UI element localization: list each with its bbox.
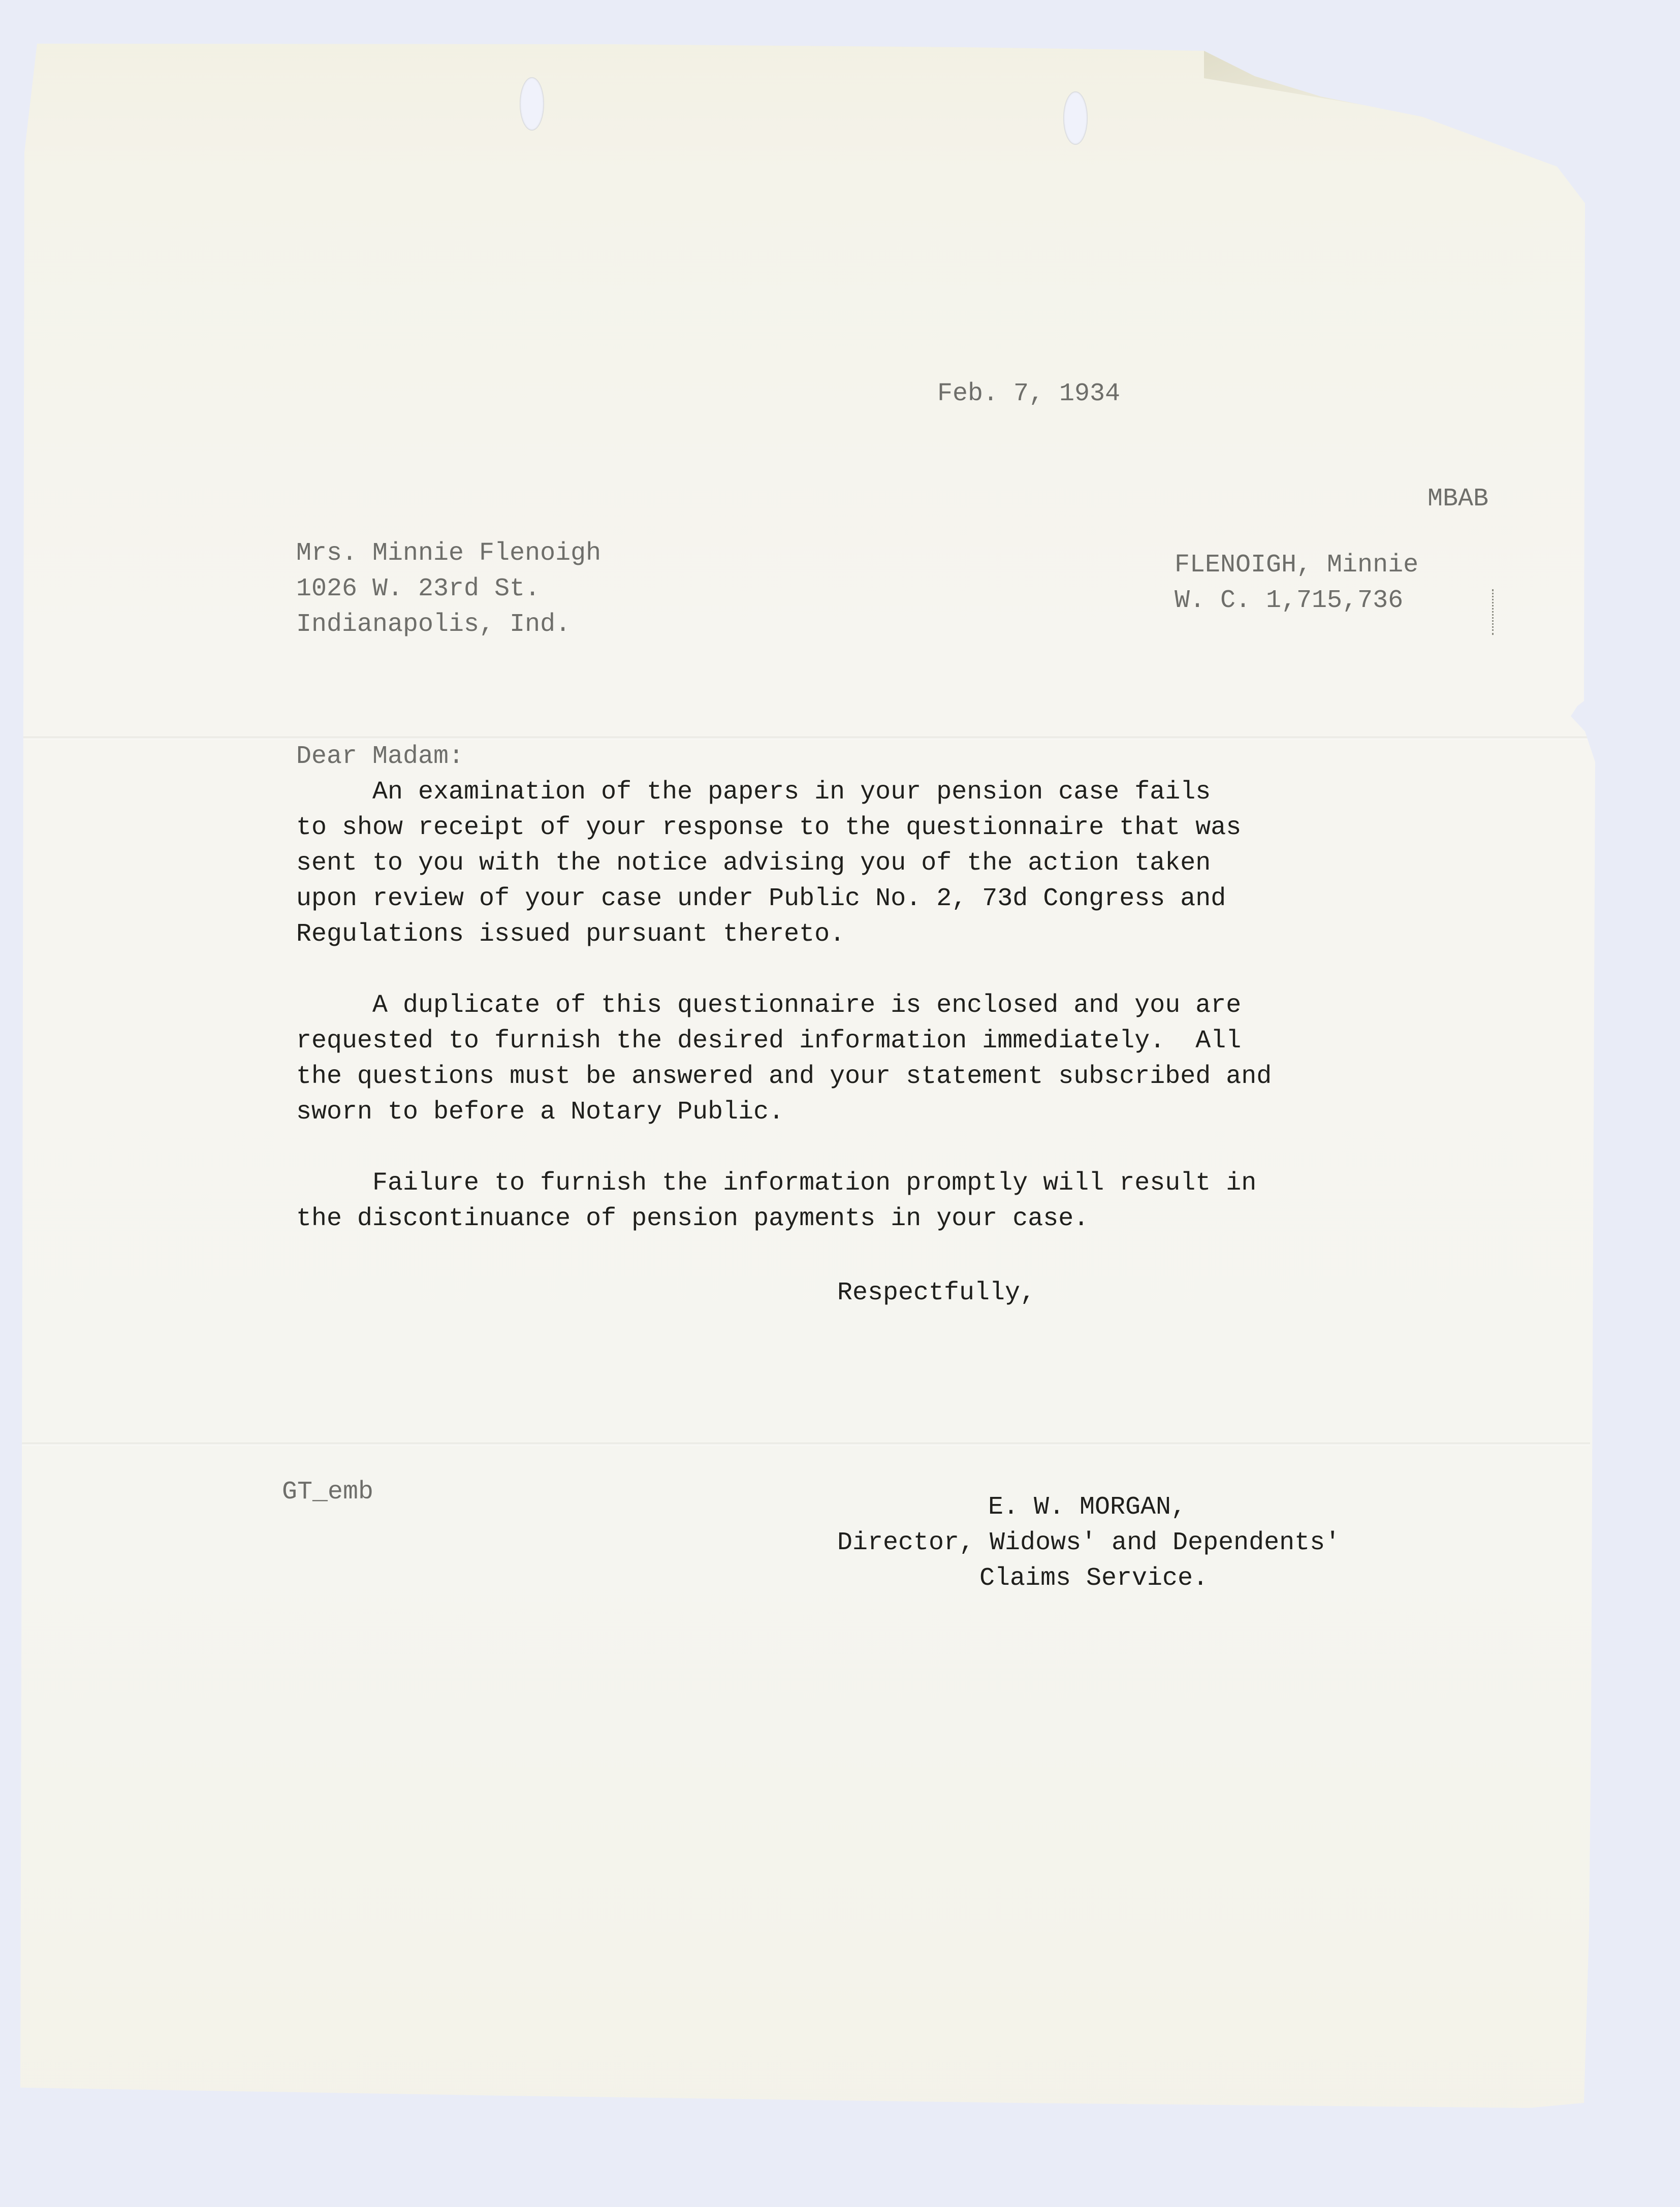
closing: Respectfully, [837,1278,1036,1307]
margin-mark [1492,589,1495,635]
office-code: MBAB [1428,485,1489,514]
body-line: upon review of your case under Public No. 2, 73d Congress and [296,884,1226,913]
signer-title-line1: Director, Widows' and Dependents' [837,1528,1341,1557]
signer-name: E. W. MORGAN, [988,1493,1187,1522]
body-line: An examination of the papers in your pension case fails [296,778,1211,807]
punch-hole [1063,91,1088,145]
typist-initials: GT_emb [282,1478,374,1507]
punch-hole [520,77,544,131]
body-line: the questions must be answered and your statement subscribed and [296,1062,1272,1091]
body-line: to show receipt of your response to the questionnaire that was [296,813,1242,842]
recipient-street: 1026 W. 23rd St. [296,574,541,603]
file-reference-name: FLENOIGH, Minnie [1175,551,1419,580]
paper-fold-line [20,1443,1590,1446]
body-line: Regulations issued pursuant thereto. [296,920,845,949]
salutation: Dear Madam: [296,742,464,771]
edge-stain [1204,51,1585,142]
body-line: sent to you with the notice advising you of the action taken [296,849,1211,878]
claim-number: W. C. 1,715,736 [1175,586,1404,615]
recipient-city: Indianapolis, Ind. [296,610,571,639]
body-line: Failure to furnish the information promptly will result in [296,1169,1257,1198]
letter-date: Feb. 7, 1934 [937,379,1121,408]
signer-title-line2: Claims Service. [979,1564,1209,1593]
body-line: sworn to before a Notary Public. [296,1098,784,1127]
body-line: A duplicate of this questionnaire is enclosed and you are [296,991,1242,1020]
body-line: requested to furnish the desired information immediately. All [296,1027,1242,1055]
paper-fold-line [20,737,1590,740]
recipient-name: Mrs. Minnie Flenoigh [296,539,601,568]
body-line: the discontinuance of pension payments in your case. [296,1204,1089,1233]
